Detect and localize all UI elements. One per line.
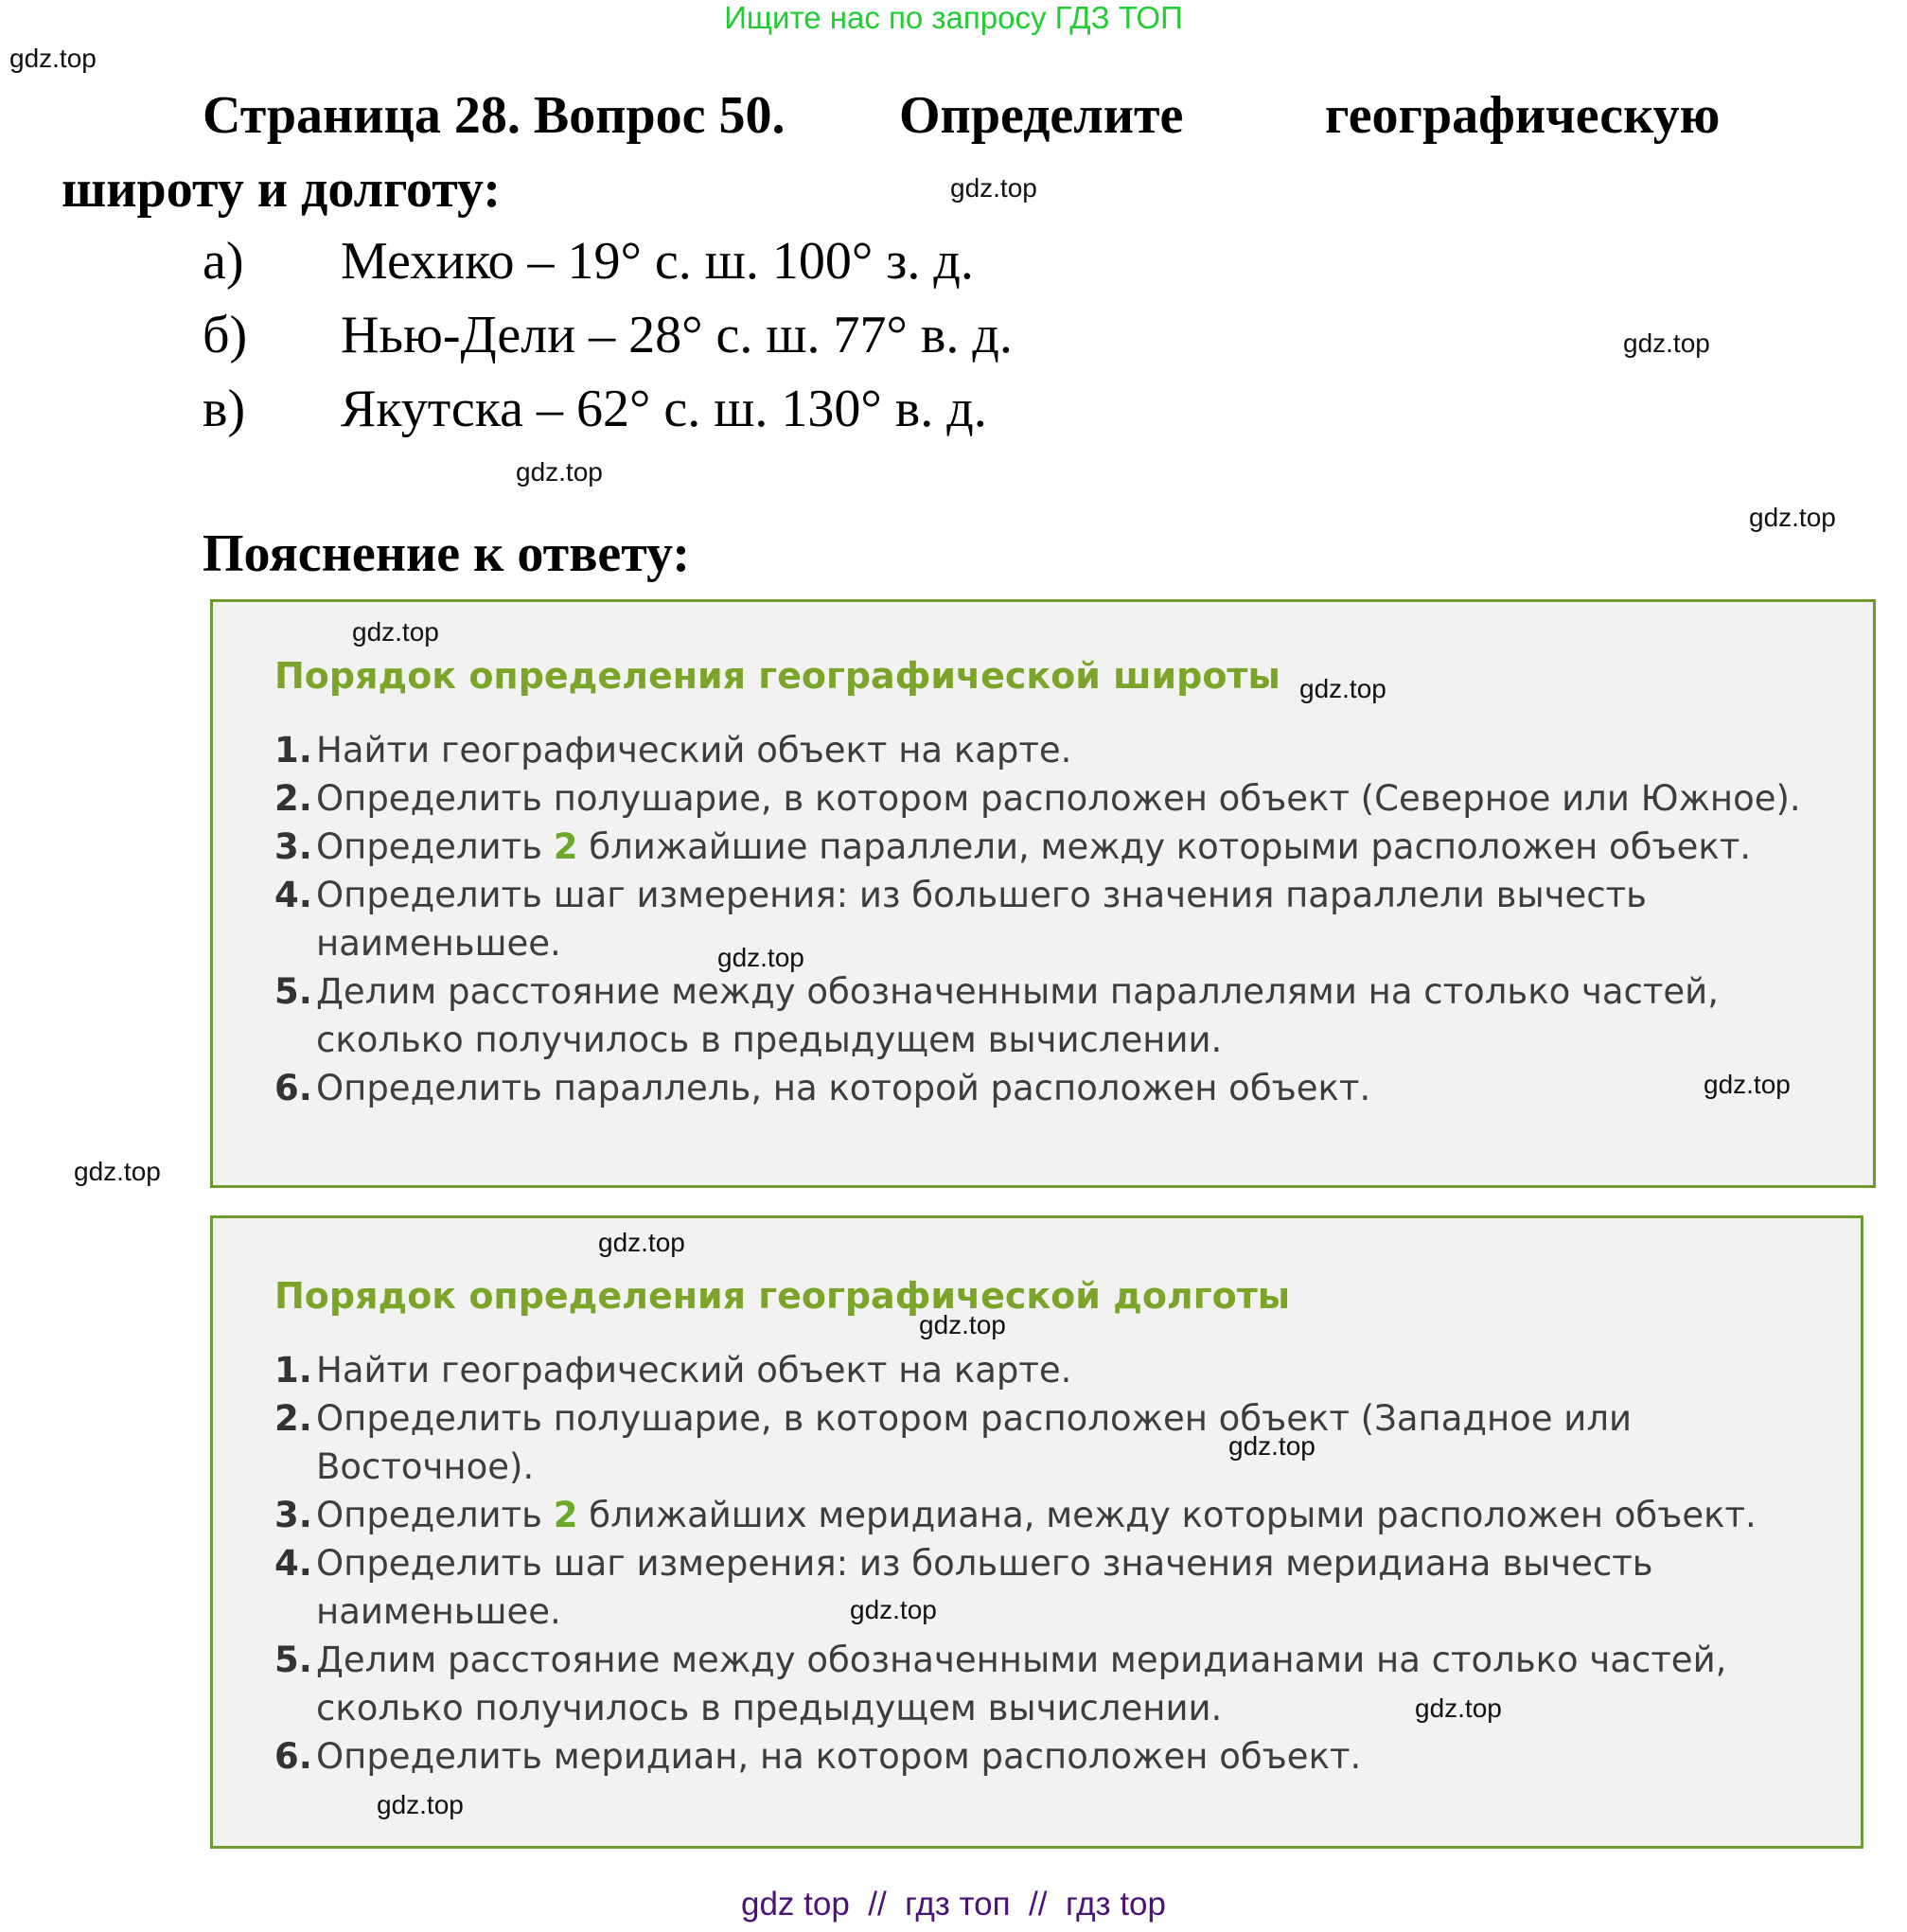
footer-links[interactable]: gdz top // гдз топ // гдз top: [741, 1886, 1166, 1923]
step-item: [274, 967, 1801, 1064]
watermark: gdz.top: [1749, 503, 1836, 532]
step-item: [274, 774, 1801, 823]
question-title-part2: Определите: [899, 86, 1184, 145]
explanation-heading: Пояснение к ответу:: [203, 524, 690, 583]
question-title-line2: широту и долготу:: [62, 160, 501, 219]
watermark: gdz.top: [850, 1595, 937, 1624]
watermark: gdz.top: [1704, 1070, 1791, 1099]
step-text: Определить 2 ближайшие параллели, между которыми расположен объект.: [316, 826, 1752, 867]
step-item: [274, 1346, 1757, 1394]
watermark: gdz.top: [9, 44, 97, 73]
watermark: gdz.top: [1228, 1431, 1315, 1461]
watermark: gdz.top: [717, 943, 804, 972]
promo-banner: Ищите нас по запросу ГДЗ ТОП: [724, 0, 1183, 35]
watermark: gdz.top: [950, 173, 1037, 203]
watermark: gdz.top: [516, 457, 603, 487]
watermark: gdz.top: [1623, 328, 1710, 358]
latitude-steps: [274, 726, 1801, 1112]
answer-text-a: Мехико – 19° с. ш. 100° з. д.: [341, 232, 974, 291]
step-item: [274, 726, 1801, 774]
step-number: 6.: [274, 1068, 312, 1108]
question-title-part1: Страница 28. Вопрос 50.: [203, 86, 786, 145]
step-item: [274, 1539, 1757, 1636]
watermark: gdz.top: [352, 617, 439, 647]
highlight-number: 2: [553, 826, 578, 867]
step-text: Определить меридиан, на котором расположен объект.: [316, 1736, 1362, 1777]
step-text: Делим расстояние между обозначенными меридианами на столько частей, сколько получилось в предыдущем вычислении.: [316, 1640, 1727, 1728]
step-item: [274, 1064, 1801, 1112]
watermark: gdz.top: [1415, 1693, 1502, 1723]
step-text: Определить шаг измерения: из большего значения параллели вычесть наименьшее.: [316, 875, 1647, 964]
step-number: 3.: [274, 1495, 312, 1535]
step-text: Определить полушарие, в котором расположен объект (Северное или Южное).: [316, 778, 1801, 819]
step-number: 5.: [274, 1640, 312, 1680]
step-number: 4.: [274, 1543, 312, 1584]
longitude-box: [210, 1215, 1863, 1849]
step-item: [274, 1636, 1757, 1732]
step-text: Определить шаг измерения: из большего значения меридиана вычесть наименьшее.: [316, 1543, 1653, 1632]
step-item: [274, 1491, 1757, 1539]
step-number: 6.: [274, 1736, 312, 1777]
question-title-part3: географическую: [1325, 86, 1721, 145]
answer-marker-b: б): [203, 306, 248, 364]
longitude-steps: [274, 1346, 1757, 1781]
step-text: Делим расстояние между обозначенными параллелями на столько частей, сколько получилось в предыдущем вычислении.: [316, 971, 1719, 1060]
step-text: Найти географический объект на карте.: [316, 1350, 1072, 1391]
watermark: gdz.top: [74, 1157, 161, 1186]
latitude-box: [210, 599, 1876, 1188]
latitude-box-title: Порядок определения географической широты: [274, 655, 1280, 697]
answer-marker-a: а): [203, 232, 244, 291]
answer-marker-c: в): [203, 380, 246, 438]
answer-text-b: Нью-Дели – 28° с. ш. 77° в. д.: [341, 306, 1013, 364]
step-number: 4.: [274, 875, 312, 915]
step-number: 1.: [274, 730, 312, 771]
step-text: Определить полушарие, в котором расположен объект (Западное или Восточное).: [316, 1398, 1633, 1487]
step-number: 2.: [274, 778, 312, 819]
step-number: 5.: [274, 971, 312, 1012]
step-text: Найти географический объект на карте.: [316, 730, 1072, 771]
watermark: gdz.top: [377, 1790, 464, 1819]
step-item: [274, 871, 1801, 967]
step-item: [274, 823, 1801, 871]
step-number: 1.: [274, 1350, 312, 1391]
step-text: Определить параллель, на которой расположен объект.: [316, 1068, 1371, 1108]
highlight-number: 2: [553, 1495, 578, 1535]
answer-text-c: Якутска – 62° с. ш. 130° в. д.: [341, 380, 987, 438]
watermark: gdz.top: [1299, 674, 1386, 703]
step-number: 2.: [274, 1398, 312, 1439]
longitude-box-title: Порядок определения географической долготы: [274, 1275, 1291, 1317]
step-item: [274, 1394, 1757, 1491]
step-text: Определить 2 ближайших меридиана, между которыми расположен объект.: [316, 1495, 1757, 1535]
step-number: 3.: [274, 826, 312, 867]
step-item: [274, 1732, 1757, 1781]
watermark: gdz.top: [598, 1228, 685, 1257]
watermark: gdz.top: [919, 1310, 1006, 1339]
